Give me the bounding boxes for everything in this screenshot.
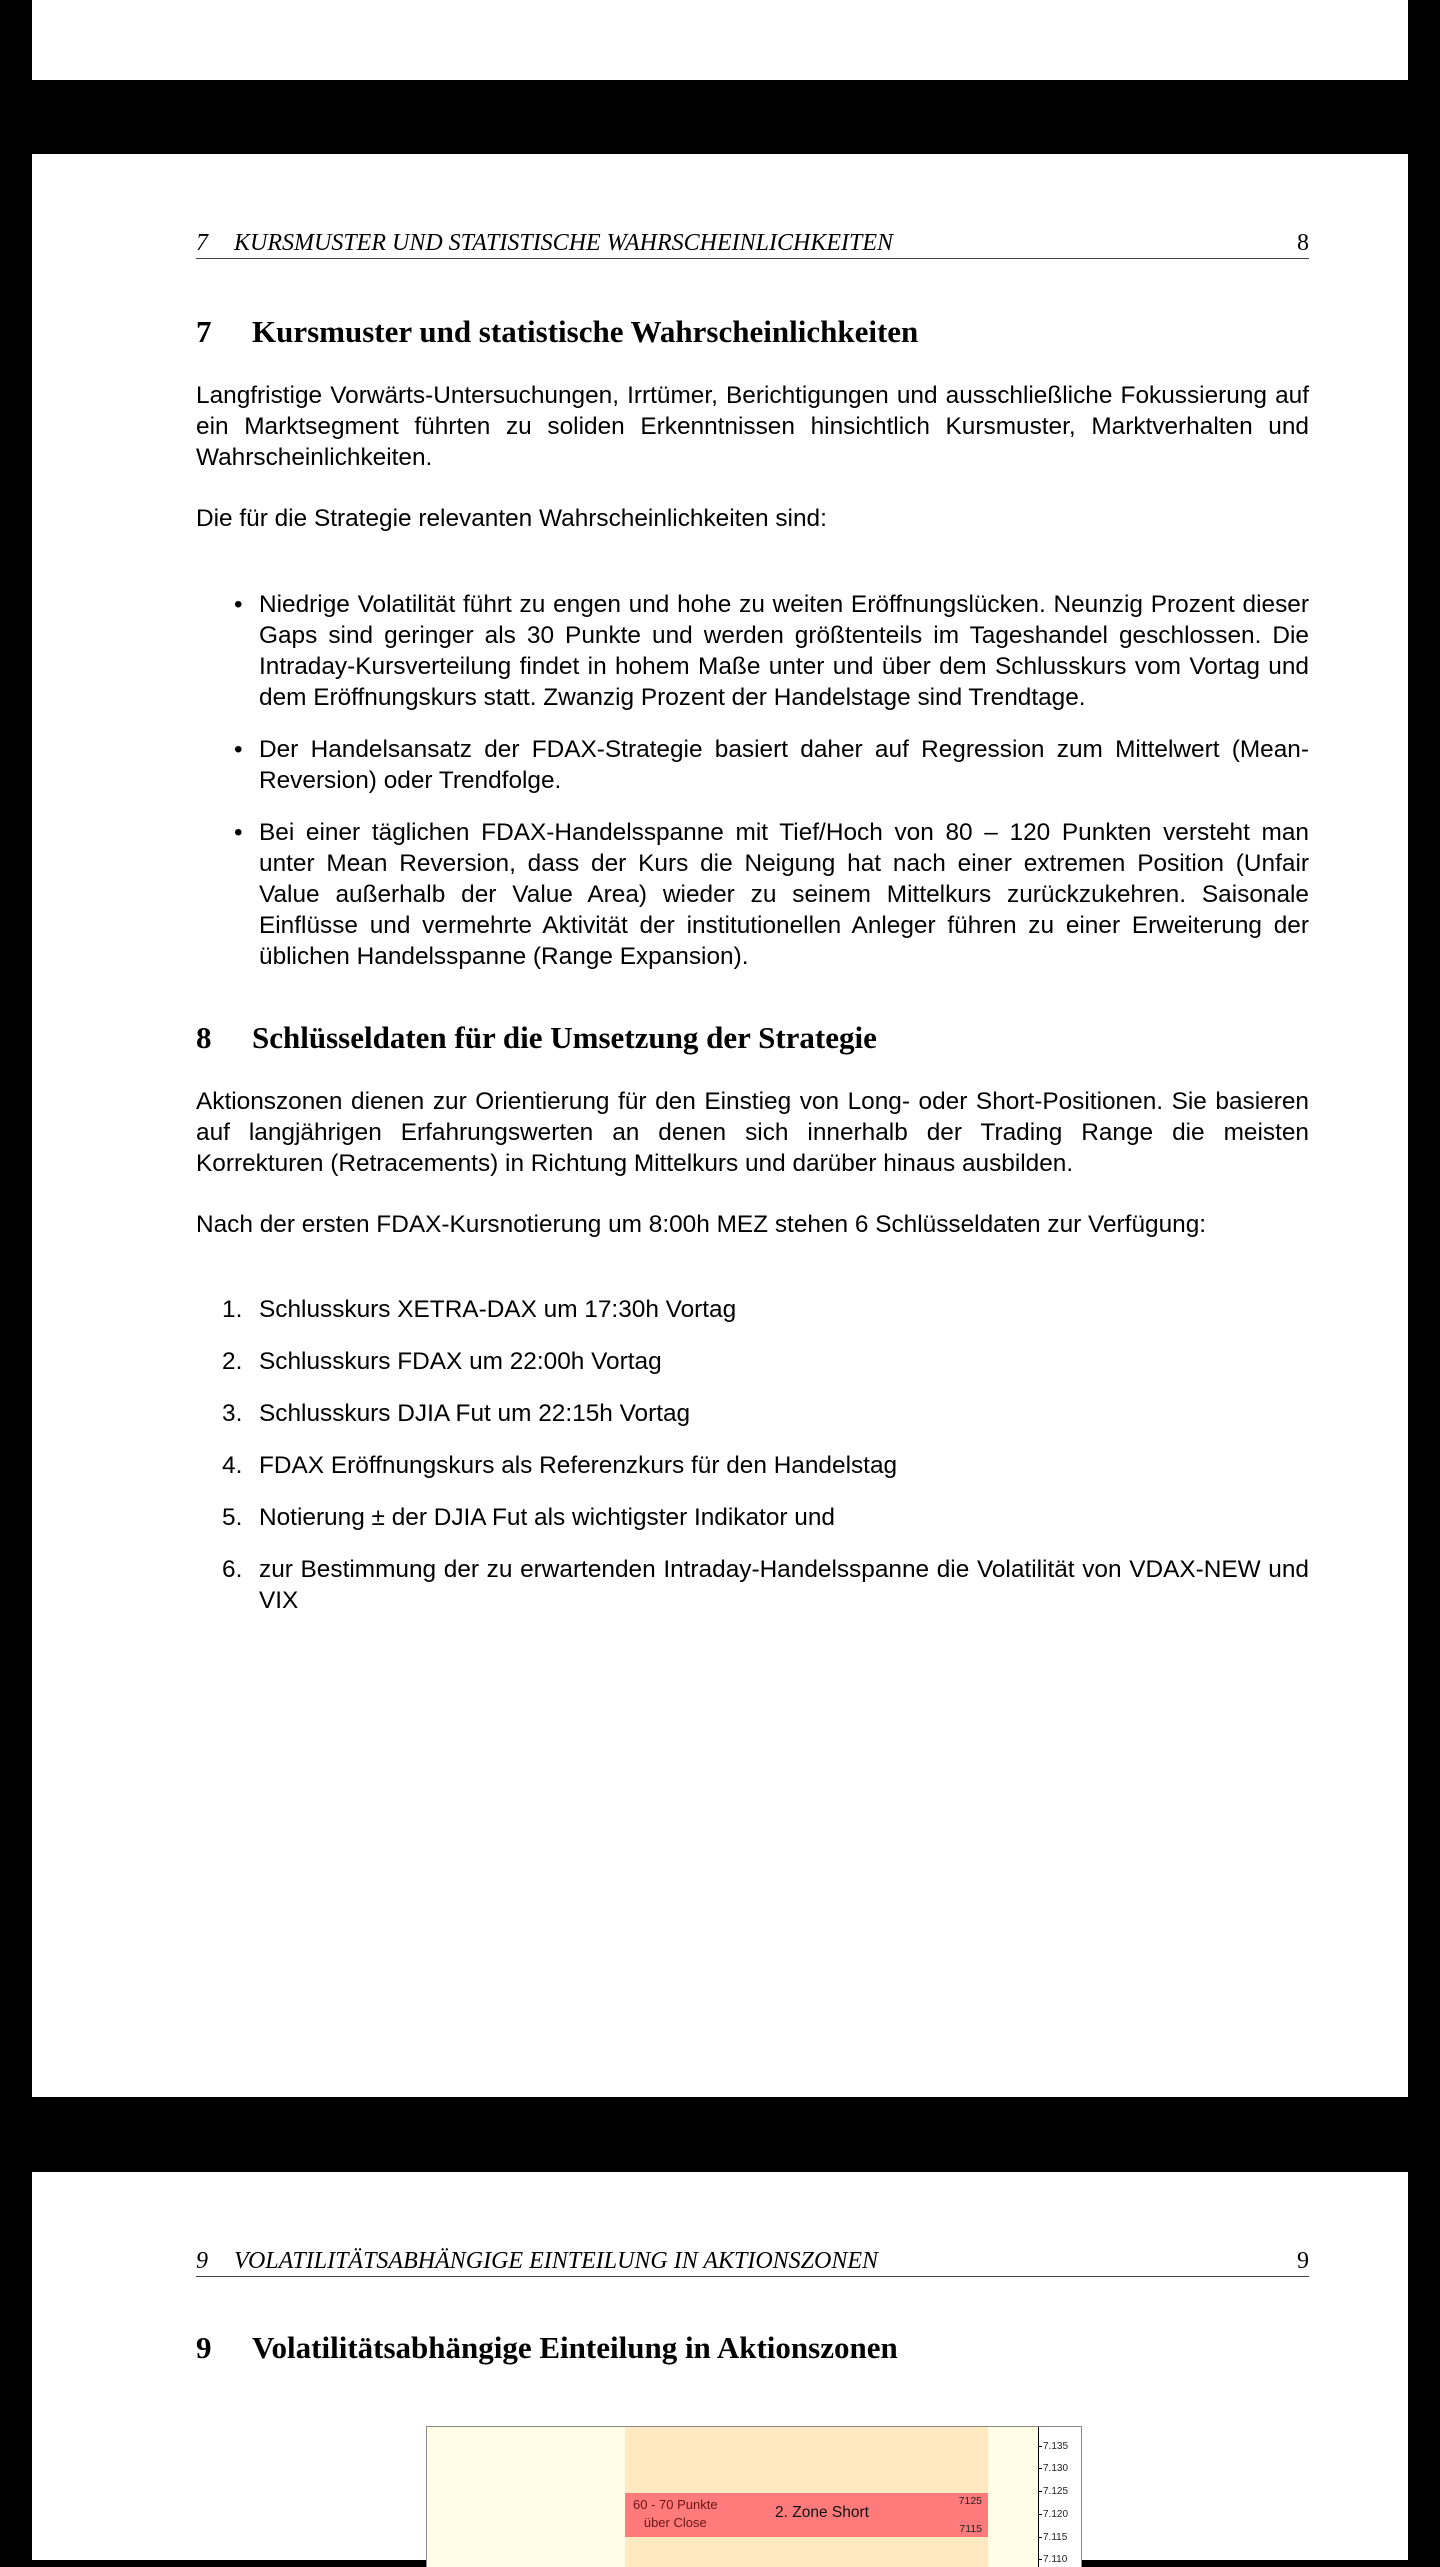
section-number: 8 <box>196 1020 212 1055</box>
page-9 <box>32 2172 1408 2565</box>
item-number: 1. <box>222 1296 243 1323</box>
section-number: 7 <box>196 314 212 349</box>
list-item: 6. zur Bestimmung der zu erwartenden Intraday-Handelsspanne die Volatilität von VDAX-NEW und VIX <box>222 1556 1309 1614</box>
section-9-heading <box>196 2330 898 2366</box>
paragraph: Langfristige Vorwärts-Untersuchungen, Irrtümer, Berichtigungen und ausschließliche Fokussierung auf ein Marktsegment führten zu soliden Erkenntnissen hinsichtlich Kursmuster, Marktverhalten und Wahrscheinlichkeiten. <box>196 382 1309 471</box>
section-title: Kursmuster und statistische Wahrscheinlichkeiten <box>252 314 919 349</box>
running-head-section-num: 7 <box>196 230 208 256</box>
section-title: Schlüsseldaten für die Umsetzung der Strategie <box>252 1020 877 1055</box>
zone-description: 60 - 70 Punkte über Close <box>633 2497 718 2530</box>
axis-tick: 7.115 <box>1039 2533 1067 2543</box>
paragraph: Die für die Strategie relevanten Wahrscheinlichkeiten sind: <box>196 505 827 532</box>
bullet-icon: • <box>234 819 243 846</box>
key-data-list <box>196 1294 1309 1637</box>
zone-lower-bound: 7115 <box>959 2523 982 2535</box>
list-item: 2. Schlusskurs FDAX um 22:00h Vortag <box>222 1348 662 1375</box>
section-8-heading <box>196 1020 877 1056</box>
section-7-heading <box>196 314 918 350</box>
running-head-section-num: 9 <box>196 2248 208 2274</box>
running-head-title: VOLATILITÄTSABHÄNGIGE EINTEILUNG IN AKTIONSZONEN <box>234 2248 879 2274</box>
page-number: 8 <box>1297 230 1309 256</box>
axis-tick: 7.110 <box>1039 2555 1067 2565</box>
axis-tick: 7.120 <box>1039 2510 1068 2520</box>
item-number: 4. <box>222 1452 243 1479</box>
list-item: 4. FDAX Eröffnungskurs als Referenzkurs für den Handelstag <box>222 1452 898 1479</box>
zone-upper-bound: 7125 <box>958 2495 982 2507</box>
running-head-title: KURSMUSTER UND STATISTISCHE WAHRSCHEINLICHKEITEN <box>234 230 894 256</box>
axis-tick: 7.125 <box>1039 2487 1068 2497</box>
list-item: • Der Handelsansatz der FDAX-Strategie basiert daher auf Regression zum Mittelwert (Mean-Reversion) oder Trendfolge. <box>234 736 1309 794</box>
running-head <box>196 228 1309 259</box>
list-item: • Bei einer täglichen FDAX-Handelsspanne mit Tief/Hoch von 80 – 120 Punkten versteht man unter Mean Reversion, dass der Kurs die Neigung hat nach einer extremen Position (Unfair Value außerhalb der Value Area) wieder zu seinem Mittelkurs zurückzukehren. Saisonale Einflüsse und vermehrte Aktivität der institutionellen Anleger führen zu einer Erweiterung der üblichen Handelsspanne (Range Expansion). <box>234 819 1309 970</box>
previous-page-bottom <box>32 0 1408 80</box>
axis-tick: 7.130 <box>1039 2464 1068 2474</box>
list-item: • Niedrige Volatilität führt zu engen und hohe zu weiten Eröffnungslücken. Neunzig Prozent dieser Gaps sind geringer als 30 Punkte und werden größtenteils im Tageshandel geschlossen. Die Intraday-Kursverteilung findet in hohem Maße unter und über dem Schlusskurs vom Vortag und dem Eröffnungskurs statt. Zwanzig Prozent der Handelstage sind Trendtage. <box>234 591 1309 711</box>
section-8-intro <box>196 1086 1309 1179</box>
bullet-icon: • <box>234 736 243 763</box>
page-number: 9 <box>1297 2248 1309 2274</box>
section-number: 9 <box>196 2330 212 2365</box>
bullet-icon: • <box>234 591 243 618</box>
zone-label: 2. Zone Short <box>775 2504 869 2521</box>
axis-tick: 7.135 <box>1039 2442 1068 2452</box>
price-axis <box>1038 2427 1082 2567</box>
section-8-lead <box>196 1209 1309 1240</box>
section-7-intro <box>196 380 1309 473</box>
item-number: 5. <box>222 1504 243 1531</box>
paragraph: Nach der ersten FDAX-Kursnotierung um 8:00h MEZ stehen 6 Schlüsseldaten zur Verfügung: <box>196 1211 1207 1238</box>
paragraph: Aktionszonen dienen zur Orientierung für den Einstieg von Long- oder Short-Positionen. Sie basieren auf langjährigen Erfahrungswerten an denen sich innerhalb der Trading Range die meisten Korrekturen (Retracements) in Richtung Mittelkurs und darüber hinaus ausbilden. <box>196 1088 1309 1177</box>
running-head <box>196 2246 1309 2277</box>
section-title: Volatilitätsabhängige Einteilung in Aktionszonen <box>252 2330 898 2365</box>
list-item: 5. Notierung ± der DJIA Fut als wichtigster Indikator und <box>222 1504 835 1531</box>
item-number: 6. <box>222 1556 243 1583</box>
list-item: 1. Schlusskurs XETRA-DAX um 17:30h Vortag <box>222 1296 737 1323</box>
zone-2-short <box>625 2493 988 2537</box>
page-8 <box>32 154 1408 2097</box>
item-number: 2. <box>222 1348 243 1375</box>
action-zone-diagram <box>426 2426 1082 2567</box>
probabilities-list <box>196 589 1309 993</box>
list-item: 3. Schlusskurs DJIA Fut um 22:15h Vortag <box>222 1400 691 1427</box>
item-number: 3. <box>222 1400 243 1427</box>
section-7-lead <box>196 503 1309 534</box>
